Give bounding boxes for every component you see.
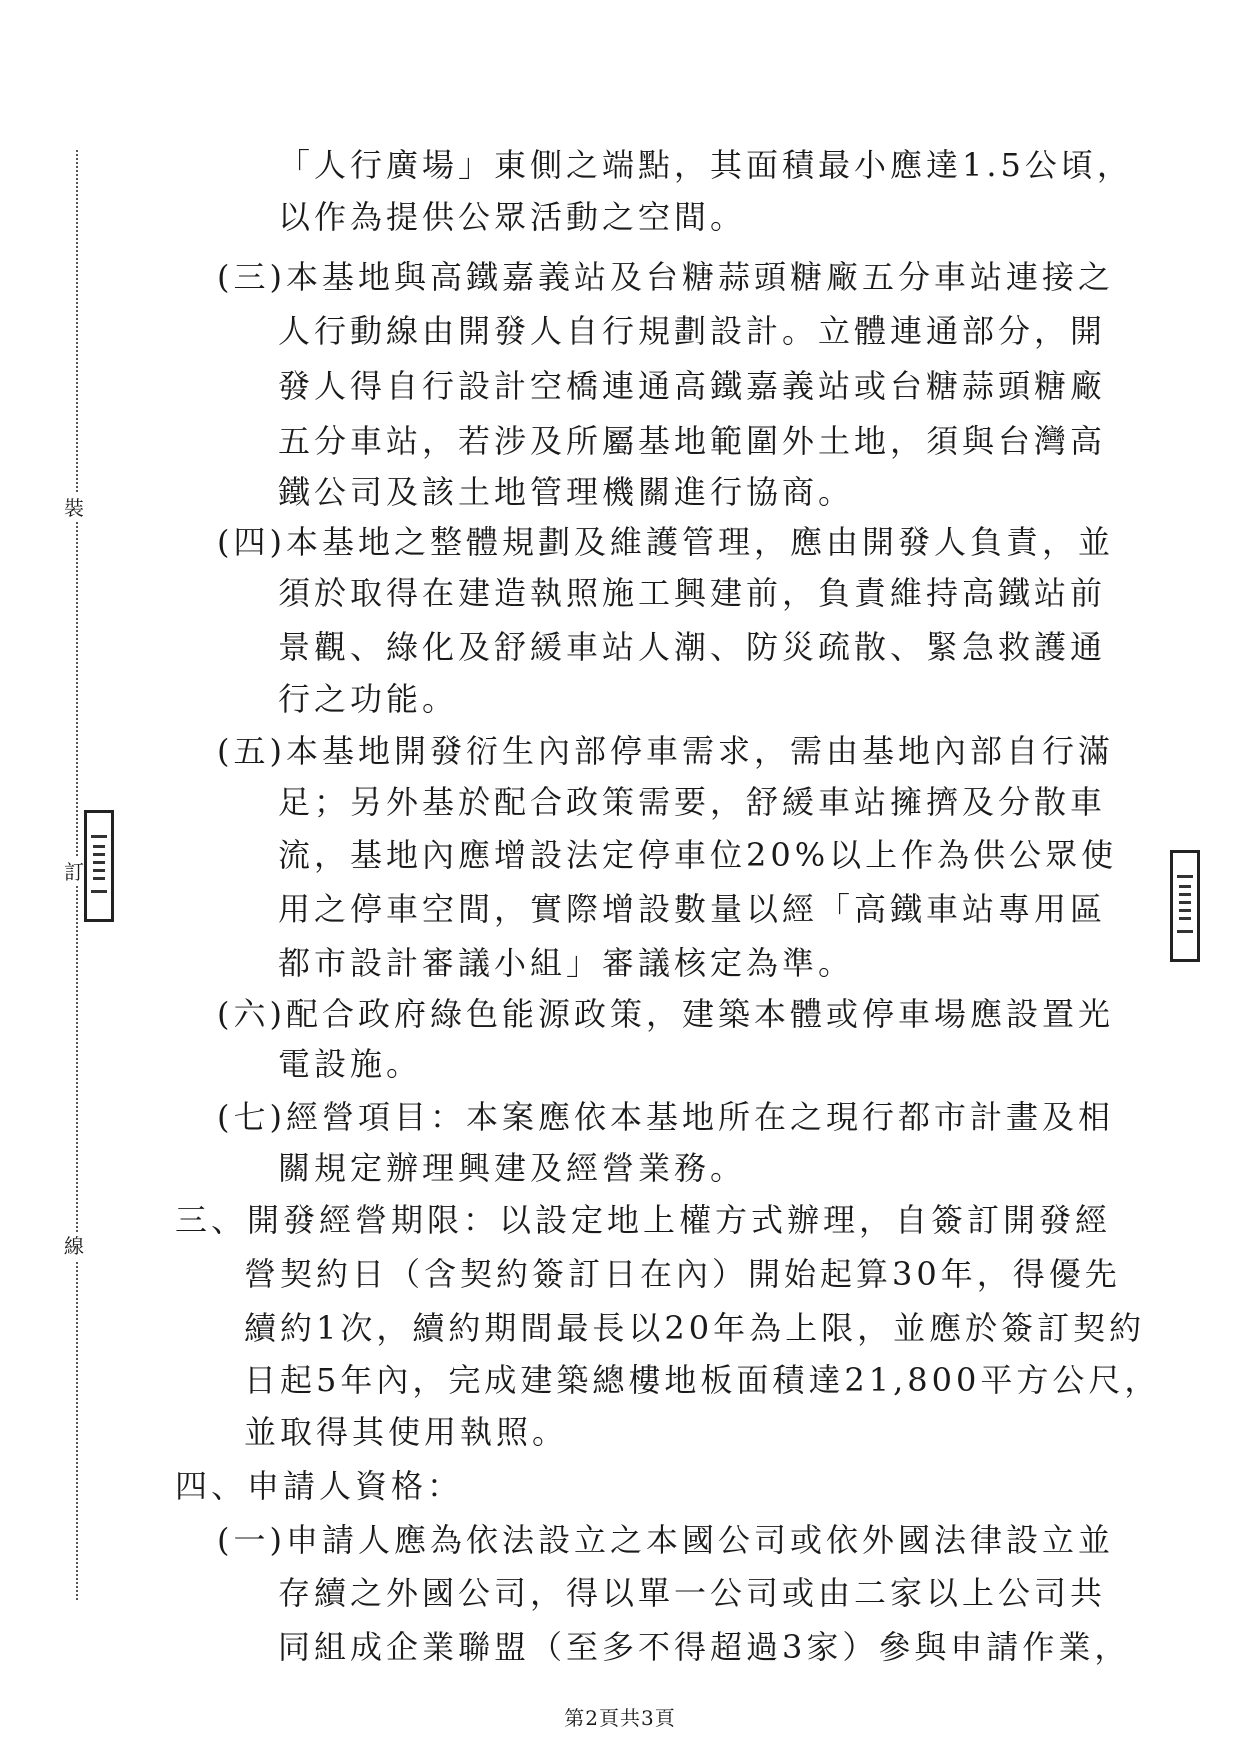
- body-line: 日起5年內，完成建築總樓地板面積達21,800平方公尺，: [244, 1361, 1161, 1399]
- body-line: 足；另外基於配合政策需要，舒緩車站擁擠及分散車: [278, 783, 1107, 821]
- body-line: (一)申請人應為依法設立之本國公司或依外國法律設立並: [217, 1521, 1114, 1559]
- left-seal-stamp: [84, 810, 114, 922]
- body-line: 三、開發經營期限：以設定地上權方式辦理，自簽訂開發經: [175, 1201, 1112, 1239]
- body-line: 鐵公司及該土地管理機關進行協商。: [278, 473, 855, 511]
- body-line: 電設施。: [278, 1045, 423, 1083]
- body-line: (四)本基地之整體規劃及維護管理，應由開發人負責，並: [217, 523, 1114, 561]
- binding-char-xian: 線: [64, 1234, 84, 1258]
- body-line: 同組成企業聯盟（至多不得超過3家）參與申請作業，: [278, 1628, 1131, 1666]
- body-line: (五)本基地開發衍生內部停車需求，需由基地內部自行滿: [217, 732, 1114, 770]
- body-line: 須於取得在建造執照施工興建前，負責維持高鐵站前: [278, 574, 1107, 612]
- body-line: 存續之外國公司，得以單一公司或由二家以上公司共: [278, 1574, 1107, 1612]
- body-line: 四、申請人資格：: [175, 1467, 464, 1505]
- binding-char-zhuang: 裝: [64, 496, 84, 520]
- body-line: (七)經營項目：本案應依本基地所在之現行都市計畫及相: [217, 1098, 1114, 1136]
- body-line: (三)本基地與高鐵嘉義站及台糖蒜頭糖廠五分車站連接之: [217, 258, 1114, 296]
- body-line: 用之停車空間，實際增設數量以經「高鐵車站專用區: [278, 890, 1107, 928]
- page-number: 第2頁共3頁: [564, 1706, 676, 1730]
- body-line: (六)配合政府綠色能源政策，建築本體或停車場應設置光: [217, 995, 1114, 1033]
- body-line: 發人得自行設計空橋連通高鐵嘉義站或台糖蒜頭糖廠: [278, 367, 1107, 405]
- binding-char-ding: 訂: [64, 860, 84, 884]
- body-line: 並取得其使用執照。: [244, 1413, 569, 1451]
- body-line: 以作為提供公眾活動之空間。: [278, 198, 747, 236]
- body-line: 流，基地內應增設法定停車位20%以上作為供公眾使: [278, 836, 1118, 874]
- body-line: 行之功能。: [278, 680, 459, 718]
- body-line: 關規定辦理興建及經營業務。: [278, 1149, 747, 1187]
- body-line: 都市設計審議小組」審議核定為準。: [278, 944, 855, 982]
- body-line: 「人行廣場」東側之端點，其面積最小應達1.5公頃，: [278, 146, 1133, 184]
- body-line: 營契約日（含契約簽訂日在內）開始起算30年，得優先: [244, 1255, 1121, 1293]
- body-line: 景觀、綠化及舒緩車站人潮、防災疏散、緊急救護通: [278, 628, 1107, 666]
- body-line: 人行動線由開發人自行規劃設計。立體連通部分，開: [278, 312, 1107, 350]
- body-line: 五分車站，若涉及所屬基地範圍外土地，須與台灣高: [278, 422, 1107, 460]
- body-line: 續約1次，續約期間最長以20年為上限，並應於簽訂契約: [244, 1309, 1146, 1347]
- right-seal-stamp: [1170, 850, 1200, 962]
